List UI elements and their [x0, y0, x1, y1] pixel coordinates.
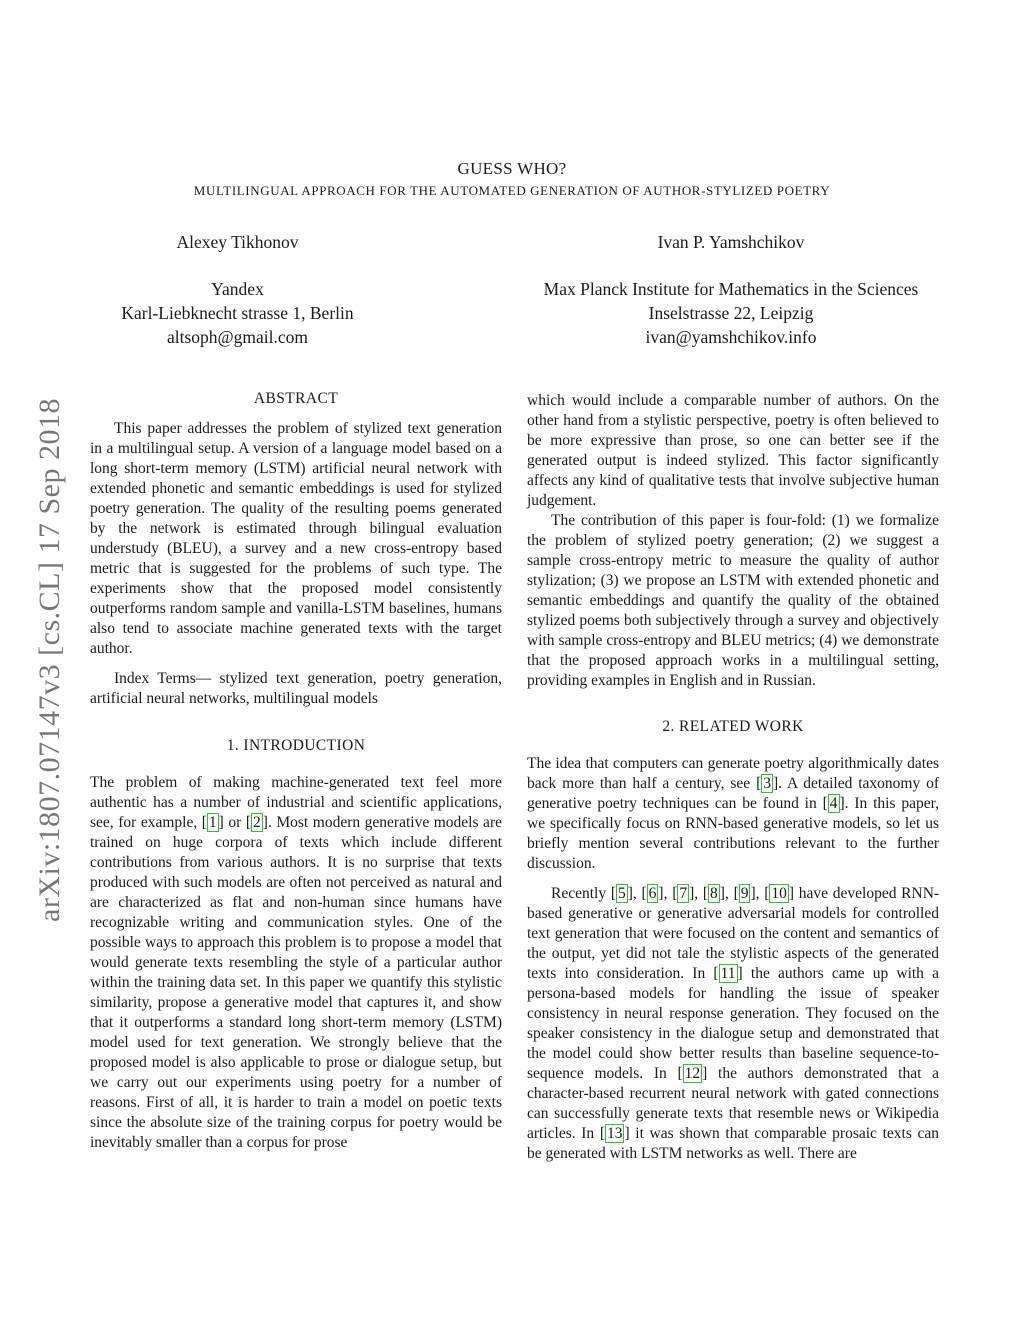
- citation-link[interactable]: 5: [617, 885, 626, 902]
- author-block-1: [80, 230, 395, 349]
- abstract-text: This paper addresses the problem of stylized text generation in a multilingual setup. A version of a language model based on a long short-term memory (LSTM) artificial neural network with extended phonetic and semantic embeddings is used for stylized poetry generation. The quality of the resulting poems generated by the network is estimated through bilingual evaluation understudy (BLEU), a survey and a new cross-entropy based metric that is suggested for the problems of such type. The experiments show that the proposed model consistently outperforms random sample and vanilla-LSTM baselines, humans also tend to associate machine generated texts with the target author.: [90, 420, 502, 657]
- author-email[interactable]: ivan@yamshchikov.info: [645, 327, 817, 347]
- citation-link[interactable]: 4: [829, 795, 838, 812]
- author-name: Ivan P. Yamshchikov: [657, 232, 805, 252]
- citation-link[interactable]: 9: [740, 885, 749, 902]
- citation-link[interactable]: 12: [684, 1065, 701, 1082]
- related-work-paragraph: Recently [ 5 ], [ 6 ], [ 7 ], [ 8 ], [ 9 ], [ 10 ] have developed RNN-based generative or generative adversarial models for controlled text generation that were focused on the content and semantics of the output, yet did not tale the stylistic aspects of the generated texts into consideration. In [ 11 ] the authors came up with a persona-based models for handling the issue of speaker consistency in neural response generation. They focused on the speaker consistency in the dialogue setup and demonstrated that the model could show better results than baseline sequence-to-sequence models. In [ 12 ] the authors demonstrated that a character-based recurrent neural network with gated connections can successfully generate texts that resemble news or Wikipedia articles. In [ 13 ] it was shown that comparable prosaic texts can be generated with LSTM networks as well. There are: [527, 885, 940, 1162]
- index-terms: Index Terms— stylized text generation, poetry generation, artificial neural networks, multilingual models: [90, 670, 502, 707]
- arxiv-identifier[interactable]: arXiv:1807.07147v3 [cs.CL] 17 Sep 2018: [33, 398, 67, 922]
- author-affiliation: Max Planck Institute for Mathematics in the Sciences: [543, 279, 919, 299]
- author-name: Alexey Tikhonov: [176, 232, 299, 252]
- citation-link[interactable]: 11: [720, 965, 736, 982]
- citation-link[interactable]: 3: [763, 775, 771, 792]
- citation-link[interactable]: 6: [648, 885, 657, 902]
- arxiv-stamp: [28, 360, 72, 960]
- author-block-2: [496, 230, 966, 349]
- right-column: [527, 391, 939, 1164]
- author-address: Inselstrasse 22, Leipzig: [648, 303, 814, 323]
- citation-link[interactable]: 7: [679, 885, 688, 902]
- author-affiliation: Yandex: [211, 279, 264, 299]
- left-column: [90, 389, 502, 1153]
- paper-subtitle: MULTILINGUAL APPROACH FOR THE AUTOMATED GENERATION OF AUTHOR-STYLIZED POETRY: [193, 183, 831, 198]
- continuation-text: which would include a comparable number of authors. On the other hand from a stylistic perspective, poetry is often believed to be more expressive than prose, so one can better see if the generated output is indeed stylized. This factor significantly affects any kind of qualitative tests that involve subjective human judgement.: [527, 392, 939, 509]
- abstract-heading: ABSTRACT: [253, 390, 339, 407]
- contribution-text: The contribution of this paper is four-fold: (1) we formalize the problem of stylized poetry generation; (2) we suggest a sample cross-entropy metric to measure the quality of author stylization; (3) we propose an LSTM with extended phonetic and semantic embeddings and quantify the quality of the obtained stylized poems both subjectively through a survey and objectively with sample cross-entropy and BLEU metrics; (4) we demonstrate that the proposed approach works in a multilingual setting, providing examples in English and in Russian.: [527, 512, 939, 689]
- citation-link[interactable]: 13: [606, 1125, 623, 1142]
- paper-title: GUESS WHO?: [457, 159, 567, 178]
- citation-link[interactable]: 2: [253, 814, 261, 831]
- author-address: Karl-Liebknecht strasse 1, Berlin: [121, 303, 354, 323]
- citation-link[interactable]: 1: [208, 814, 217, 831]
- introduction-text: The problem of making machine-generated text feel more authentic has a number of industrial and scientific applications, see, for example, [ 1 ] or [ 2 ]. Most modern generative models are trained on huge corpora of texts which include different contributions from various authors. It is no surprise that texts produced with such models are often not perceived as natural and are characterized as flat and non-human since humans have recognizable writing and communication styles. One of the possible ways to approach this problem is to propose a model that would generate texts resembling the style of a particular author within the training data set. In this paper we quantify this stylistic similarity, propose a generative model that captures it, and show that it outperforms a standard long short-term memory (LSTM) model used for text generation. We strongly believe that the proposed model is also applicable to prose or dialogue setup, but we carry out our experiments using poetry for a number of reasons. First of all, it is harder to train a model on poetic texts since the absolute size of the training corpus for poetry would be inevitably smaller than a corpus for prose: [90, 774, 502, 1151]
- introduction-heading: 1. INTRODUCTION: [226, 737, 366, 754]
- author-email[interactable]: altsoph@gmail.com: [166, 327, 309, 347]
- citation-link[interactable]: 8: [710, 885, 718, 902]
- citation-link[interactable]: 10: [771, 885, 787, 902]
- related-work-heading: 2. RELATED WORK: [662, 718, 804, 735]
- related-work-paragraph: The idea that computers can generate poetry algorithmically dates back more than half a century, see [ 3 ]. A detailed taxonomy of generative poetry techniques can be found in [ 4 ]. In this paper, we specifically focus on RNN-based generative models, so let us briefly mention several contributions relevant to the further discussion.: [527, 755, 940, 872]
